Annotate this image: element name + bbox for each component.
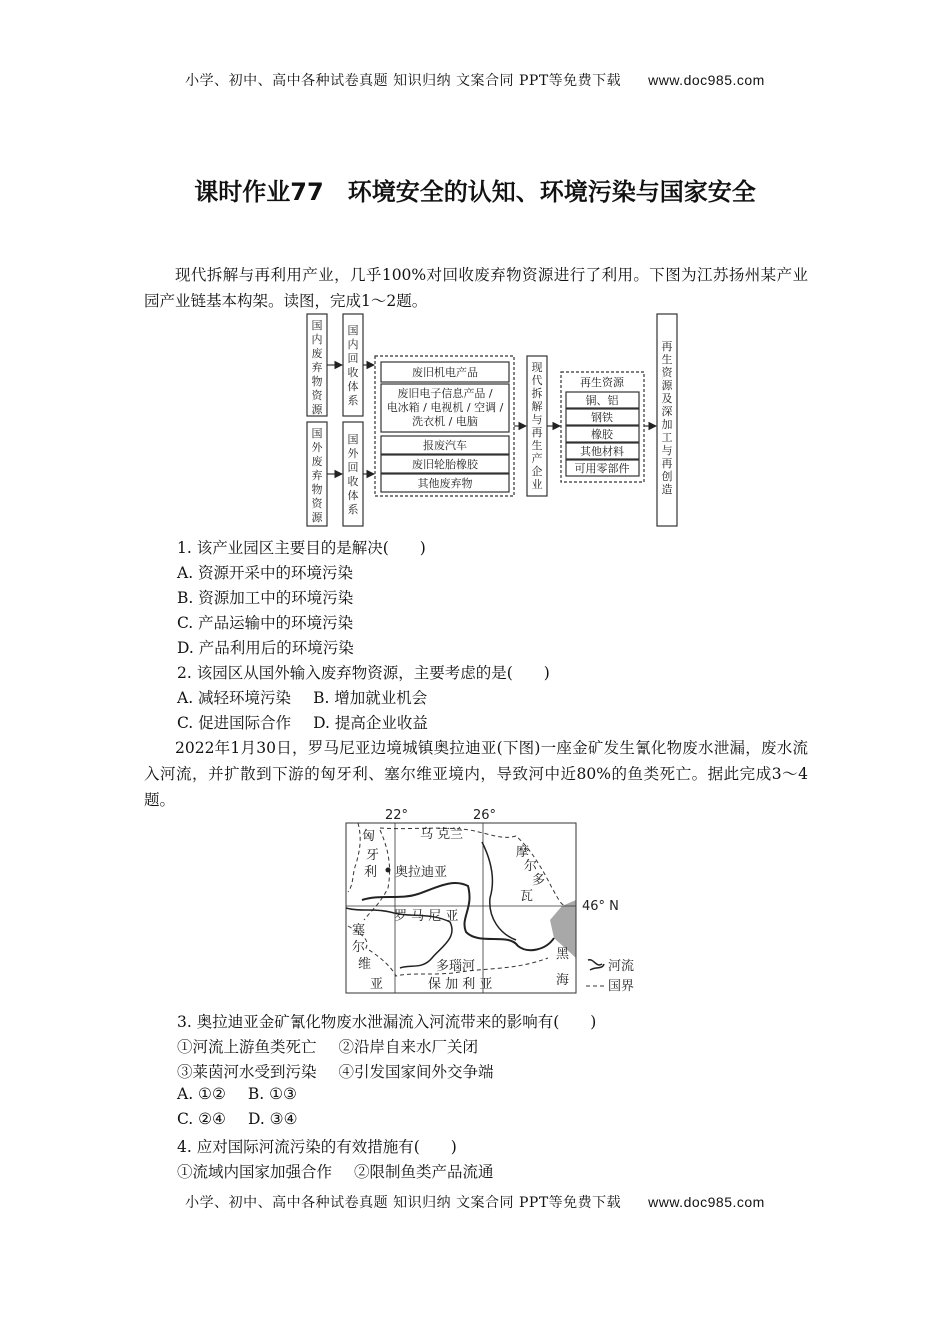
latitude-label: 46° N <box>582 899 619 914</box>
ukraine-label: 乌 克兰 <box>420 827 464 842</box>
svg-text:资: 资 <box>311 389 323 402</box>
q3-options-row-1 <box>177 1085 297 1103</box>
header-text: 小学、初中、高中各种试卷真题 知识归纳 文案合同 PPT等免费下载 <box>185 73 622 89</box>
footer-text: 小学、初中、高中各种试卷真题 知识归纳 文案合同 PPT等免费下载 <box>185 1195 622 1211</box>
svg-text:收: 收 <box>347 366 359 379</box>
domestic-recycle-label <box>348 324 359 407</box>
q3-statement-3: ③莱茵河水受到污染 <box>177 1063 317 1081</box>
q2-options-row-1 <box>177 686 427 708</box>
svg-text:外: 外 <box>311 441 323 454</box>
q2-option-a[interactable]: A. 减轻环境污染 <box>177 689 292 707</box>
svg-text:生: 生 <box>661 353 673 366</box>
serbia-label <box>352 923 383 992</box>
waste-electronic-label: 洗衣机 / 电脑 <box>412 415 478 428</box>
svg-text:海: 海 <box>556 973 570 988</box>
svg-text:源: 源 <box>311 403 323 416</box>
renewable-item: 橡胶 <box>591 428 613 441</box>
q3-statements-row-2 <box>177 1060 494 1082</box>
renewable-item: 铜、铝 <box>585 394 619 407</box>
q3-option-a[interactable]: A. ①② <box>177 1085 226 1103</box>
svg-text:弃: 弃 <box>311 469 323 482</box>
svg-text:再: 再 <box>661 457 673 470</box>
svg-text:再: 再 <box>531 426 543 439</box>
svg-text:国: 国 <box>347 324 359 337</box>
svg-text:回: 回 <box>347 352 359 365</box>
q1-option-b[interactable]: B. 资源加工中的环境污染 <box>177 589 354 607</box>
danube-label: 多瑙河 <box>436 959 476 974</box>
svg-text:匈: 匈 <box>362 829 376 844</box>
svg-text:资: 资 <box>311 497 323 510</box>
renewable-title: 再生资源 <box>580 376 624 389</box>
industry-chain-diagram <box>300 310 692 530</box>
foreign-resource-label <box>312 427 324 524</box>
q1-option-d[interactable]: D. 产品利用后的环境污染 <box>177 639 354 657</box>
svg-text:回: 回 <box>347 461 359 474</box>
svg-text:资: 资 <box>661 366 673 379</box>
svg-text:源: 源 <box>661 379 673 392</box>
svg-text:代: 代 <box>531 374 543 387</box>
bulgaria-label: 保 加 利 亚 <box>428 977 493 992</box>
q2-stem: 2. 该园区从国外输入废弃物资源，主要考虑的是( ) <box>177 664 550 682</box>
domestic-resource-label <box>312 319 324 416</box>
map-legend <box>586 958 634 994</box>
oradea-label: 奥拉迪亚 <box>395 865 448 880</box>
svg-text:与: 与 <box>531 413 543 426</box>
page-footer <box>0 1192 950 1212</box>
legend-river-label: 河流 <box>608 959 635 974</box>
waste-other-label: 其他废弃物 <box>417 477 473 490</box>
q3-options-row-2 <box>177 1110 297 1128</box>
svg-text:及: 及 <box>661 392 673 405</box>
svg-text:深: 深 <box>661 405 673 418</box>
foreign-recycle-label <box>348 433 360 516</box>
page-header <box>0 70 950 90</box>
svg-text:牙: 牙 <box>366 848 380 863</box>
svg-text:企: 企 <box>531 465 543 478</box>
q1-option-a[interactable]: A. 资源开采中的环境污染 <box>177 564 354 582</box>
longitude-label: 22° <box>385 808 409 823</box>
svg-text:收: 收 <box>347 475 359 488</box>
svg-text:废: 废 <box>311 347 323 360</box>
q3-option-d[interactable]: D. ③④ <box>247 1110 298 1128</box>
q3-option-b[interactable]: B. ①③ <box>247 1085 297 1103</box>
moldova-label <box>516 844 545 904</box>
romania-label: 罗 马 尼 亚 <box>394 909 459 924</box>
hungary-label <box>362 829 379 880</box>
q3-statement-2: ②沿岸自来水厂关闭 <box>338 1038 479 1056</box>
header-site[interactable]: www.doc985.com <box>648 72 765 88</box>
enterprise-label <box>532 361 543 491</box>
svg-text:加: 加 <box>661 418 673 431</box>
q3-statement-4: ④引发国家间外交争端 <box>338 1063 494 1081</box>
svg-text:国: 国 <box>311 319 323 332</box>
final-label <box>662 340 674 496</box>
renewable-item: 钢铁 <box>591 411 613 424</box>
svg-text:瓦: 瓦 <box>520 889 534 904</box>
svg-text:生: 生 <box>531 439 543 452</box>
q3-stem: 3. 奥拉迪亚金矿氰化物废水泄漏流入河流带来的影响有( ) <box>177 1013 597 1031</box>
svg-text:黑: 黑 <box>556 947 570 962</box>
q3-option-c[interactable]: C. ②④ <box>177 1110 226 1128</box>
svg-text:现: 现 <box>531 361 543 374</box>
svg-text:多: 多 <box>532 873 546 888</box>
svg-text:物: 物 <box>311 483 323 496</box>
footer-site[interactable]: www.doc985.com <box>648 1194 765 1210</box>
svg-text:创: 创 <box>661 470 673 483</box>
river-legend-icon <box>588 960 604 970</box>
svg-text:拆: 拆 <box>531 387 543 400</box>
black-sea-label <box>556 947 570 988</box>
intro-paragraph-2: 2022年1月30日，罗马尼亚边境城镇奥拉迪亚(下图)一座金矿发生氰化物废水泄漏，废水流入河流，并扩散到下游的匈牙利、塞尔维亚境内，导致河中近80%的鱼类死亡。据此完成3～4题。 <box>144 739 808 809</box>
q4-statement-1: ①流域内国家加强合作 <box>177 1163 333 1181</box>
q3-statement-1: ①河流上游鱼类死亡 <box>177 1038 317 1056</box>
svg-text:业: 业 <box>531 478 543 491</box>
svg-text:造: 造 <box>661 483 673 496</box>
svg-text:尔: 尔 <box>352 940 366 955</box>
svg-text:系: 系 <box>347 394 359 407</box>
svg-text:外: 外 <box>347 447 359 460</box>
waste-electronic-label: 废旧电子信息产品 / <box>397 387 493 400</box>
svg-text:塞: 塞 <box>352 923 366 938</box>
svg-text:国: 国 <box>347 433 359 446</box>
svg-text:摩: 摩 <box>516 845 530 860</box>
svg-text:与: 与 <box>661 444 673 457</box>
waste-car-label: 报废汽车 <box>423 439 467 452</box>
oradea-marker <box>386 868 391 873</box>
svg-text:内: 内 <box>311 333 323 346</box>
svg-text:体: 体 <box>347 380 359 393</box>
svg-text:源: 源 <box>311 511 323 524</box>
q2-option-c[interactable]: C. 促进国际合作 <box>177 714 292 732</box>
svg-text:工: 工 <box>661 431 673 444</box>
q1-stem: 1. 该产业园区主要目的是解决( ) <box>177 539 426 557</box>
svg-text:尔: 尔 <box>524 859 538 874</box>
svg-text:维: 维 <box>358 957 372 972</box>
q2-option-d[interactable]: D. 提高企业收益 <box>313 714 428 732</box>
q4-statement-2: ②限制鱼类产品流通 <box>354 1163 494 1181</box>
svg-text:亚: 亚 <box>370 977 384 992</box>
renewable-item: 其他材料 <box>580 445 624 458</box>
q4-statements-row-1 <box>177 1160 494 1182</box>
q2-options-row-2 <box>177 711 428 733</box>
svg-text:国: 国 <box>311 427 323 440</box>
svg-text:解: 解 <box>531 400 543 413</box>
renewable-item: 可用零部件 <box>574 462 630 475</box>
q4-stem: 4. 应对国际河流污染的有效措施有( ) <box>177 1138 457 1156</box>
svg-text:产: 产 <box>531 452 543 465</box>
river <box>482 842 516 940</box>
waste-electronic-label: 电冰箱 / 电视机 / 空调 / <box>386 401 504 414</box>
svg-text:利: 利 <box>364 865 378 880</box>
svg-text:再: 再 <box>661 340 673 353</box>
svg-text:弃: 弃 <box>311 361 323 374</box>
svg-text:体: 体 <box>347 489 359 502</box>
svg-text:废: 废 <box>311 455 323 468</box>
page-title: 课时作业77 环境安全的认知、环境污染与国家安全 <box>194 178 756 206</box>
legend-border-label: 国界 <box>608 979 635 994</box>
svg-text:物: 物 <box>311 375 323 388</box>
q1-option-c[interactable]: C. 产品运输中的环境污染 <box>177 614 354 632</box>
svg-text:系: 系 <box>347 503 359 516</box>
romania-map <box>340 808 650 998</box>
waste-electromech-label: 废旧机电产品 <box>412 366 478 379</box>
waste-tire-label: 废旧轮胎橡胶 <box>412 458 478 471</box>
q3-statements-row-1 <box>177 1035 478 1057</box>
svg-text:内: 内 <box>347 338 359 351</box>
q2-option-b[interactable]: B. 增加就业机会 <box>313 689 428 707</box>
intro-paragraph-1: 现代拆解与再利用产业，几乎100%对回收废弃物资源进行了利用。下图为江苏扬州某产业园产业链基本构架。读图，完成1～2题。 <box>144 266 808 310</box>
longitude-label: 26° <box>473 808 497 823</box>
